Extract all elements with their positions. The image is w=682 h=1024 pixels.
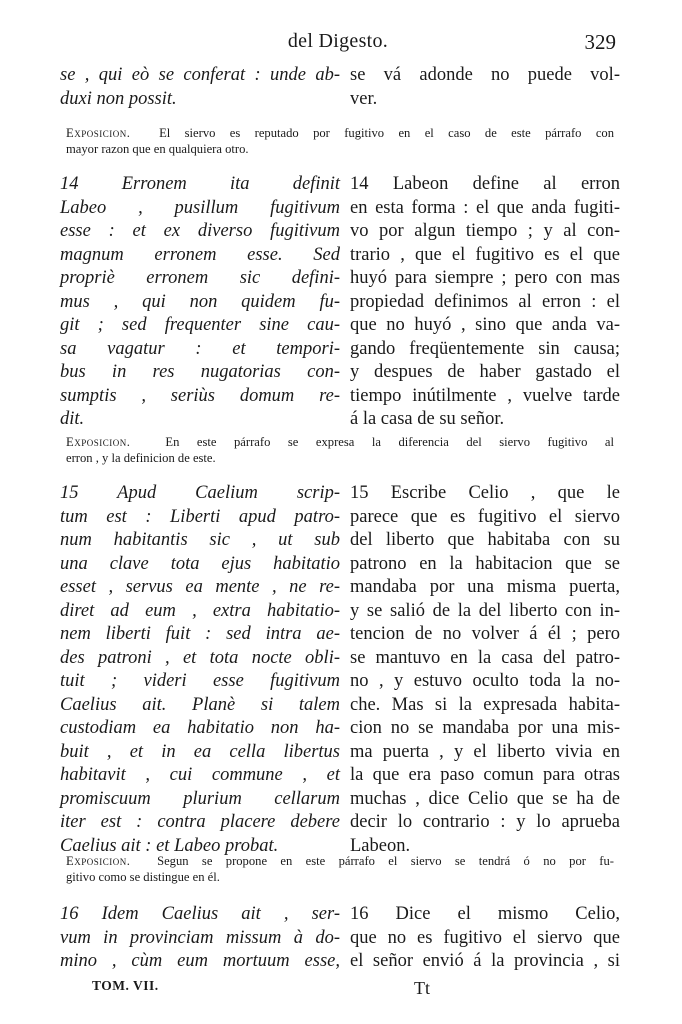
exposicion-label: Exposicion.	[66, 126, 131, 140]
spanish-line: tencion de no volver á él ; pero	[350, 624, 620, 644]
latin-line: nem liberti fuit : sed intra ae-	[60, 624, 340, 644]
latin-line: vum in provinciam missum à do-	[60, 927, 340, 948]
exposicion-line: gitivo como se distingue en él.	[66, 870, 220, 884]
latin-line: sa vagatur : et tempori-	[60, 338, 340, 359]
spanish-line: á la casa de su señor.	[350, 409, 505, 429]
paragraph-14	[60, 173, 620, 432]
latin-line: promiscuum plurium cellarum	[60, 788, 340, 809]
latin-line: mino , cùm eum mortuum esse,	[60, 951, 340, 971]
spanish-line: trario , que el fugitivo es el que	[350, 244, 620, 265]
latin-line: tuit ; videri esse fugitivum	[60, 671, 340, 691]
exposicion-line	[66, 434, 614, 450]
latin-line: Caelius ait. Planè si talem	[60, 694, 340, 715]
exposicion-line	[66, 125, 614, 141]
spanish-line: no , y estuvo oculto toda la no-	[350, 671, 620, 691]
latin-line: esset , servus ea mente , ne re-	[60, 577, 340, 597]
page-footer	[92, 978, 590, 1000]
spanish-line: en esta forma : el que anda fugiti-	[350, 197, 620, 218]
paragraph-16	[60, 903, 620, 974]
latin-line: dit.	[60, 409, 85, 429]
latin-line: se , qui eò se conferat : unde ab-	[60, 65, 340, 85]
spanish-column	[350, 903, 620, 974]
latin-line: bus in res nugatorias con-	[60, 362, 340, 382]
spanish-line: muchas , dice Celio que se ha de	[350, 788, 620, 809]
spanish-line: que no es fugitivo el siervo que	[350, 927, 620, 948]
spanish-line: que no huyó , sino que anda va-	[350, 315, 620, 335]
latin-line: git ; sed frequenter sine cau-	[60, 315, 340, 335]
latin-line: des patroni , et tota nocte obli-	[60, 647, 340, 668]
paragraph-15	[60, 482, 620, 858]
exposicion-text: En este párrafo se expresa la diferencia del siervo fugitivo al	[165, 435, 615, 449]
latin-column	[60, 482, 340, 858]
signature-mark: Tt	[414, 978, 430, 998]
spanish-column	[350, 173, 620, 432]
exposicion-line	[66, 853, 614, 869]
latin-column	[60, 173, 340, 432]
spanish-line: vo por algun tiempo ; y al con-	[350, 221, 620, 241]
exposicion-label: Exposicion.	[66, 854, 131, 868]
latin-line: diret ad eum , extra habitatio-	[60, 600, 340, 621]
paragraph-13-continuation	[60, 64, 620, 111]
latin-line: Labeo , pusillum fugitivum	[60, 197, 340, 218]
spanish-line: ver.	[350, 88, 378, 109]
spanish-line: che. Mas si la expresada habita-	[350, 694, 620, 715]
latin-line: sumptis , seriùs domum re-	[60, 385, 340, 406]
latin-line: propriè erronem sic defini-	[60, 268, 340, 288]
latin-line: custodiam ea habitatio non ha-	[60, 718, 340, 738]
latin-line: 14 Erronem ita definit	[60, 174, 340, 194]
exposicion-text: Segun se propone en este párrafo el siervo se tendrá ó no por fu-	[157, 854, 614, 868]
spanish-line: cion no se mandaba por una mis-	[350, 718, 620, 738]
exposicion-text: El siervo es reputado por fugitivo en el caso de este párrafo con	[159, 126, 615, 140]
exposicion-note	[66, 853, 614, 885]
exposicion-note	[66, 125, 614, 157]
spanish-line: del liberto que habitaba con su	[350, 530, 620, 550]
spanish-line: tiempo inútilmente , vuelve tarde	[350, 385, 620, 406]
latin-line: tum est : Liberti apud patro-	[60, 506, 340, 527]
spanish-line: patrono en la habitacion que se	[350, 553, 620, 574]
latin-line: una clave tota ejus habitatio	[60, 553, 340, 574]
latin-line: 15 Apud Caelium scrip-	[60, 483, 340, 503]
latin-line: esse : et ex diverso fugitivum	[60, 221, 340, 241]
latin-line: habitavit , cui commune , et	[60, 765, 340, 785]
latin-column	[60, 903, 340, 974]
spanish-line: gando freqüentemente sin causa;	[350, 338, 620, 359]
spanish-line: se mantuvo en la casa del patro-	[350, 647, 620, 668]
latin-line: iter est : contra placere debere	[60, 812, 340, 832]
spanish-column	[350, 482, 620, 858]
spanish-line: Labeon.	[350, 835, 411, 856]
latin-line: mus , qui non quidem fu-	[60, 291, 340, 312]
spanish-line: propiedad definimos al erron : el	[350, 291, 620, 312]
spanish-line: y se salió de la del liberto con in-	[350, 600, 620, 621]
latin-column	[60, 64, 340, 111]
spanish-line: mandaba por una misma puerta,	[350, 577, 620, 597]
latin-line: magnum erronem esse. Sed	[60, 244, 340, 265]
exposicion-line: mayor razon que en qualquiera otro.	[66, 142, 249, 156]
spanish-line: parece que es fugitivo el siervo	[350, 506, 620, 527]
spanish-line: 16 Dice el mismo Celio,	[350, 904, 620, 924]
exposicion-line: erron , y la definicion de este.	[66, 451, 216, 465]
spanish-line: y despues de haber gastado el	[350, 362, 620, 382]
exposicion-note	[66, 434, 614, 466]
spanish-line: se vá adonde no puede vol-	[350, 65, 620, 85]
exposicion-label: Exposicion.	[66, 435, 131, 449]
latin-line: num habitantis sic , ut sub	[60, 530, 340, 550]
spanish-line: 15 Escribe Celio , que le	[350, 483, 620, 503]
latin-line: duxi non possit.	[60, 88, 177, 109]
running-title: del Digesto.	[287, 30, 389, 52]
spanish-line: la que era paso comun para otras	[350, 765, 620, 785]
latin-line: 16 Idem Caelius ait , ser-	[60, 904, 340, 924]
running-header	[60, 30, 616, 56]
latin-line: buit , et in ea cella libertus	[60, 741, 340, 762]
latin-line: Caelius ait : et Labeo probat.	[60, 835, 279, 856]
volume-label: TOM. VII.	[92, 978, 159, 993]
spanish-line: ma puerta , y el liberto vivia en	[350, 741, 620, 762]
spanish-line: huyó para siempre ; pero con mas	[350, 268, 620, 288]
spanish-column	[350, 64, 620, 111]
spanish-line: el señor envió á la provincia , si	[350, 951, 620, 971]
page-number: 329	[584, 30, 616, 54]
spanish-line: decir lo contrario : y lo aprueba	[350, 812, 620, 832]
spanish-line: 14 Labeon define al erron	[350, 174, 620, 194]
